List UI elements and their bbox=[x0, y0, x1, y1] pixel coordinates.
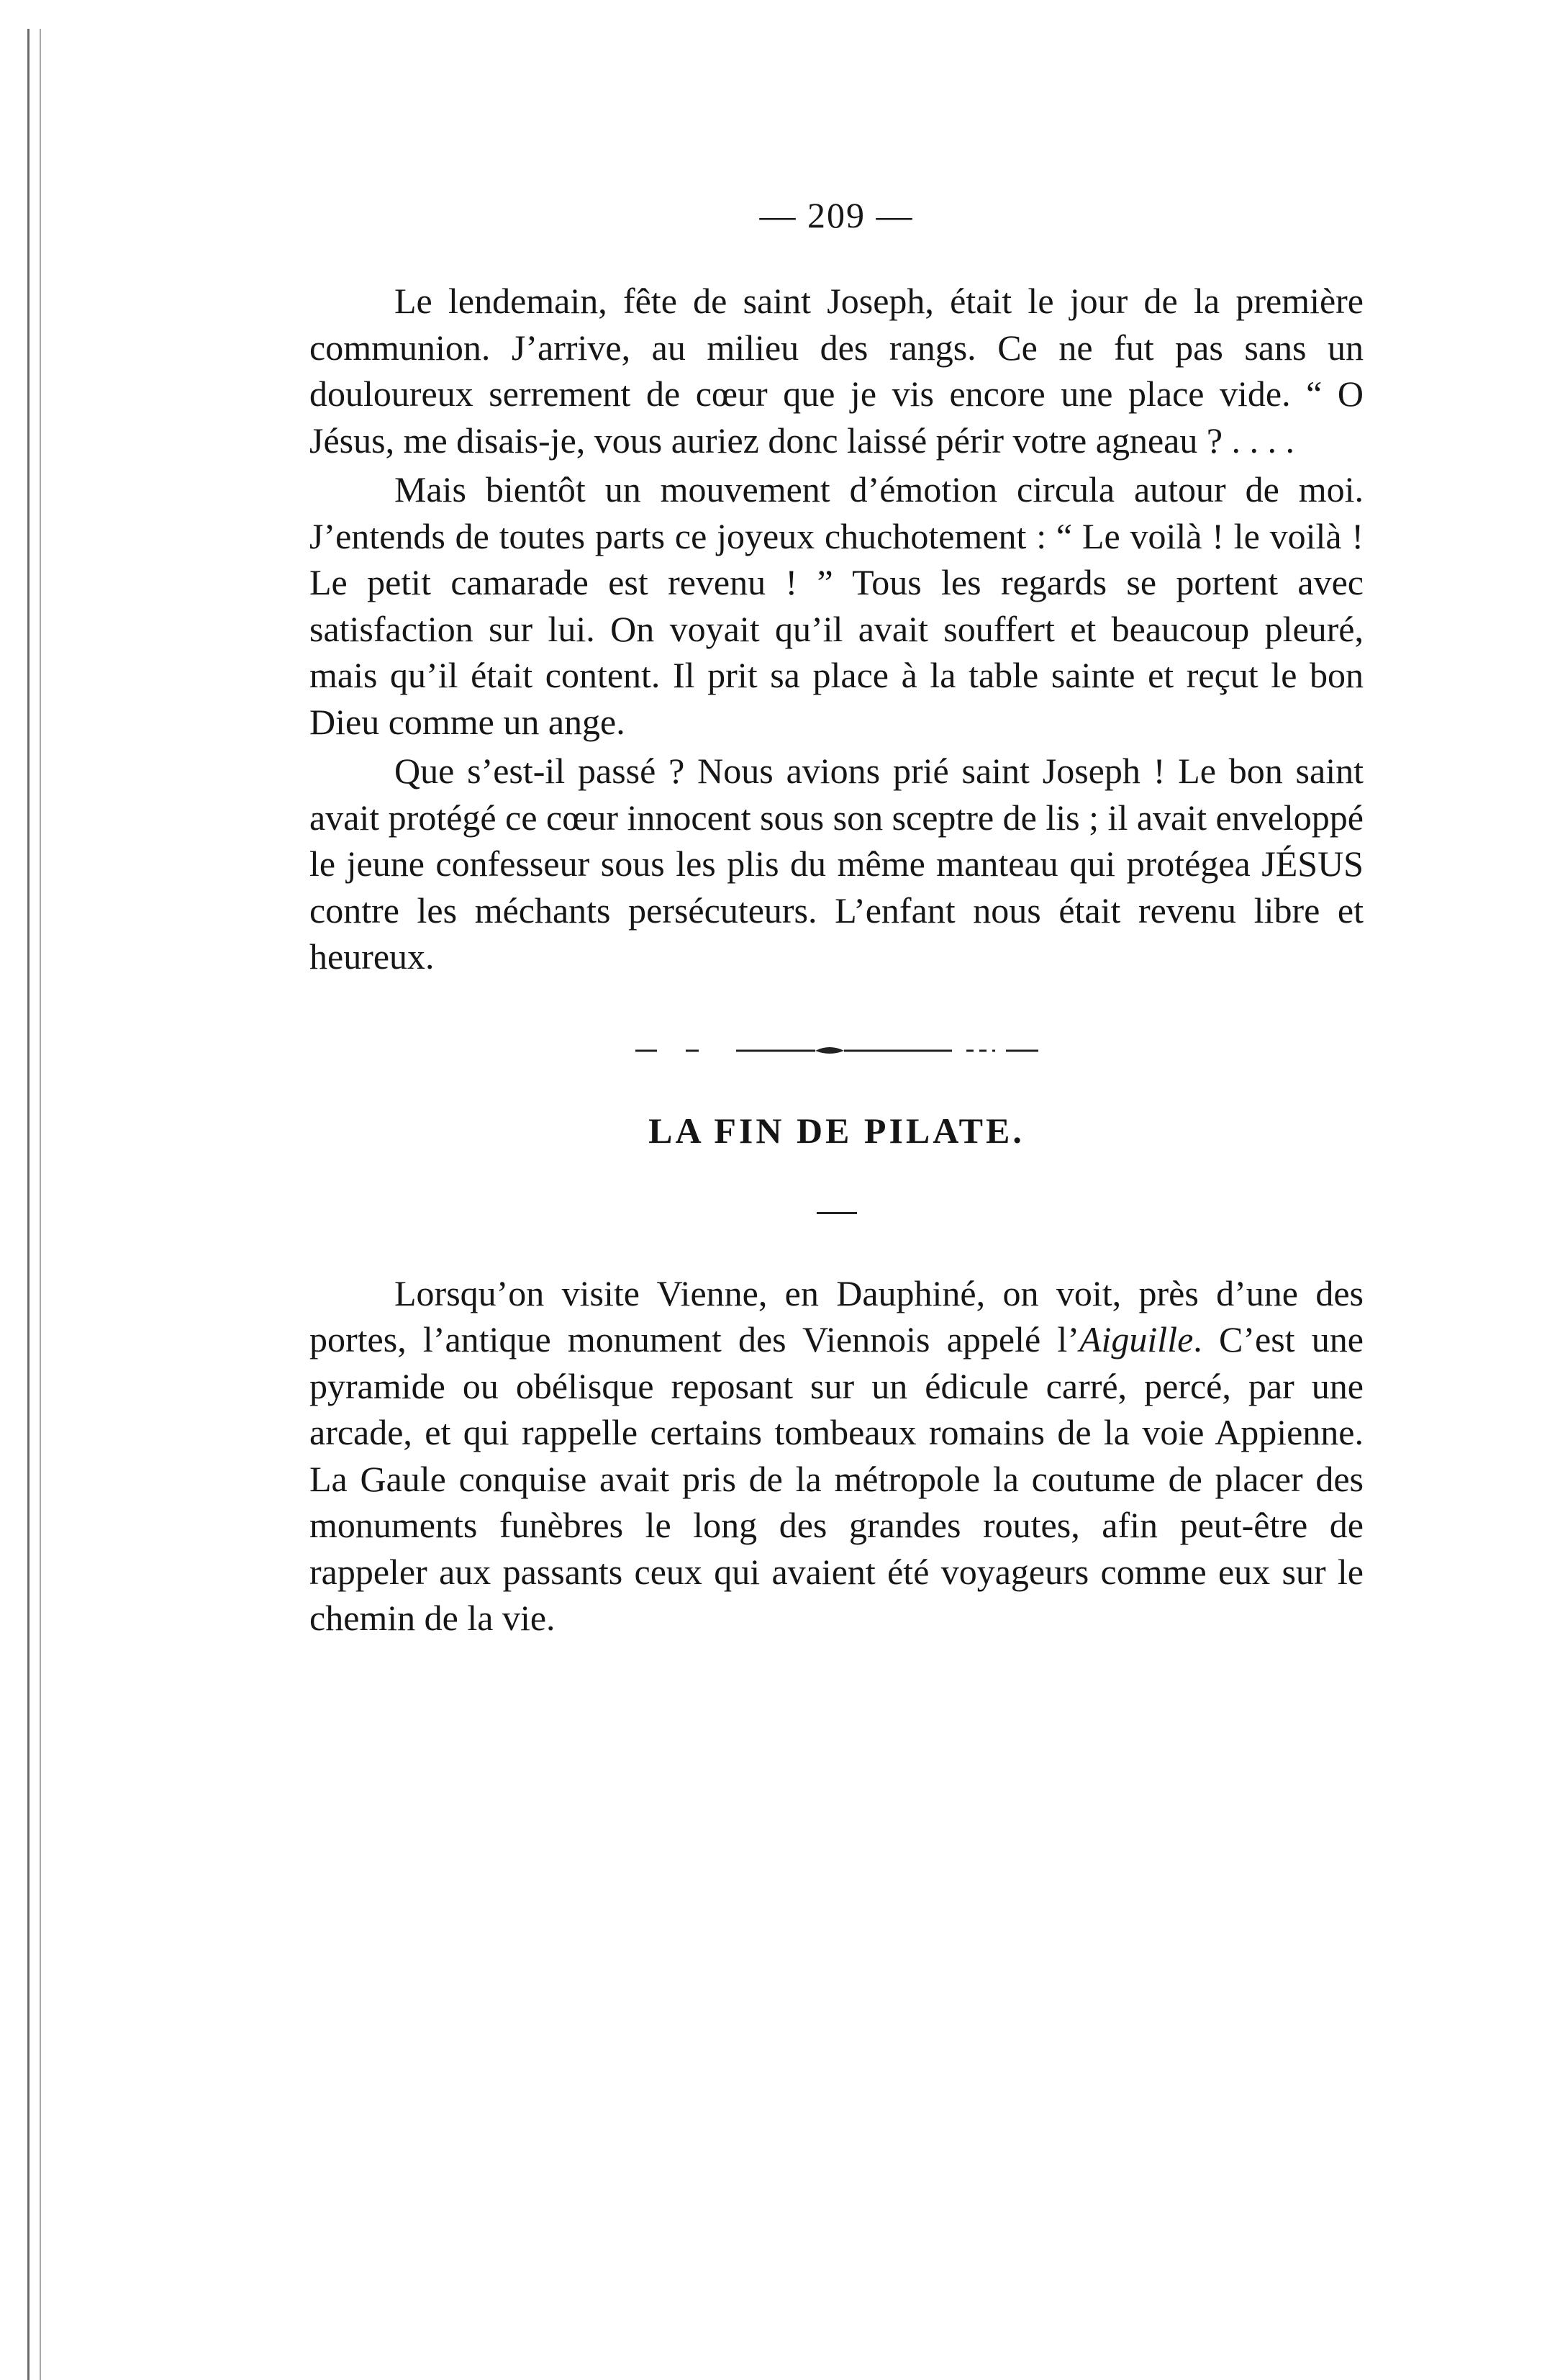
paragraph-first-communion: Le lendemain, fête de saint Joseph, était le jour de la première communion. J’arrive, au milieu des rangs. Ce ne fut pas sans un douloureux serrement de cœur que je vis encore une place vide. “ O Jésus, me disais-je, vous auriez donc laissé périr votre agneau ? . . . . bbox=[309, 281, 1364, 461]
page-binding-edge bbox=[27, 29, 41, 2380]
title-rule bbox=[817, 1212, 857, 1214]
section-ornament bbox=[635, 1042, 1038, 1059]
page-number: — 209 — bbox=[759, 195, 914, 235]
paragraph-vienne bbox=[309, 1270, 1364, 1642]
paragraph-vienne-start: Lorsqu’on visite Vienne, en Dauphiné, on voit, près d’une des portes, l’antique monument des Viennois appelé l’ bbox=[309, 1272, 1364, 1359]
paragraph-saint-joseph: Que s’est-il passé ? Nous avions prié saint Joseph ! Le bon saint avait protégé ce cœur innocent sous son sceptre de lis ; il avait enveloppé le jeune confesseur sous les plis du même manteau qui protégea JÉSUS contre les méchants persécuteurs. L’enfant nous était revenu libre et heureux. bbox=[309, 751, 1364, 977]
aiguille-term: Aiguille bbox=[1079, 1319, 1194, 1359]
paragraph-vienne-rest: . C’est une pyramide ou obélisque reposant sur un édicule carré, percé, par une arcade, et qui rappelle certains tombeaux romains de la voie Appienne. La Gaule conquise avait pris de la métropole la coutume de placer des monuments funèbres le long des grandes routes, afin peut-être de rappeler aux passants ceux qui avaient été voyageurs comme eux sur le chemin de la vie. bbox=[309, 1319, 1364, 1638]
book-page bbox=[309, 194, 1364, 1642]
section-title: LA FIN DE PILATE. bbox=[648, 1110, 1025, 1151]
paragraph-emotion: Mais bientôt un mouvement d’émotion circula autour de moi. J’entends de toutes parts ce joyeux chuchotement : “ Le voilà ! le voilà ! Le petit camarade est revenu ! ” Tous les regards se portent avec satisfaction sur lui. On voyait qu’il avait souffert et beaucoup pleuré, mais qu’il était content. Il prit sa place à la table sainte et reçut le bon Dieu comme un ange. bbox=[309, 469, 1364, 742]
